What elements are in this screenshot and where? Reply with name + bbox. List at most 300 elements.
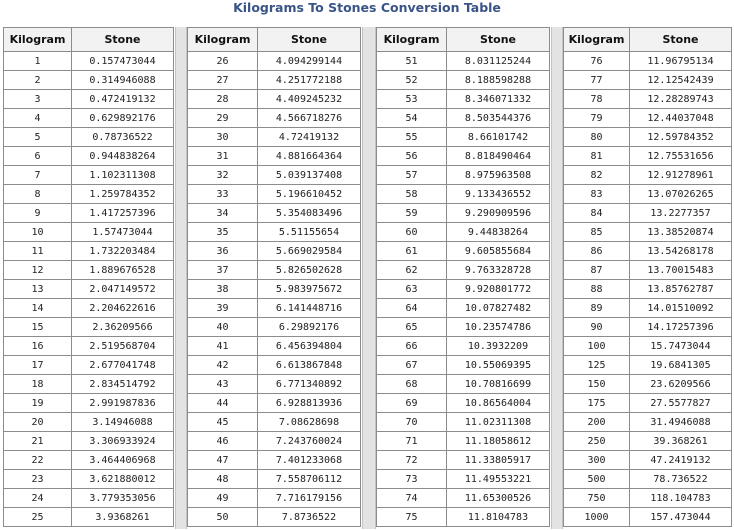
header-row	[564, 28, 732, 52]
stone-cell: 11.96795134	[630, 52, 732, 71]
stone-cell: 1.102311308	[72, 166, 174, 185]
kilogram-cell: 49	[188, 489, 258, 508]
stone-cell: 10.86564004	[447, 394, 550, 413]
table-row	[377, 261, 550, 280]
stone-cell: 2.204622616	[72, 299, 174, 318]
kilogram-cell: 21	[4, 432, 72, 451]
table-row	[564, 185, 732, 204]
stone-cell: 4.251772188	[258, 71, 361, 90]
stone-cell: 5.51155654	[258, 223, 361, 242]
kilogram-cell: 68	[377, 375, 447, 394]
kilogram-cell: 67	[377, 356, 447, 375]
stone-cell: 4.72419132	[258, 128, 361, 147]
stone-cell: 3.306933924	[72, 432, 174, 451]
kilogram-cell: 23	[4, 470, 72, 489]
table-row	[188, 185, 361, 204]
stone-cell: 1.417257396	[72, 204, 174, 223]
kilogram-cell: 53	[377, 90, 447, 109]
stone-cell: 9.920801772	[447, 280, 550, 299]
table-row	[188, 280, 361, 299]
table-row	[4, 261, 174, 280]
kilogram-cell: 88	[564, 280, 630, 299]
stone-cell: 8.188598288	[447, 71, 550, 90]
conversion-table	[3, 27, 174, 527]
table-row	[564, 470, 732, 489]
table-row	[4, 413, 174, 432]
table-row	[564, 71, 732, 90]
table-row	[4, 147, 174, 166]
stone-cell: 4.409245232	[258, 90, 361, 109]
stone-cell: 0.472419132	[72, 90, 174, 109]
stone-cell: 12.75531656	[630, 147, 732, 166]
stone-cell: 12.28289743	[630, 90, 732, 109]
table-row	[4, 223, 174, 242]
stone-cell: 157.473044	[630, 508, 732, 527]
kilogram-header: Kilogram	[4, 28, 72, 52]
conversion-table	[187, 27, 361, 527]
kilogram-cell: 38	[188, 280, 258, 299]
table-row	[377, 185, 550, 204]
stone-cell: 2.991987836	[72, 394, 174, 413]
kilogram-cell: 17	[4, 356, 72, 375]
conversion-table	[376, 27, 550, 527]
stone-cell: 8.346071332	[447, 90, 550, 109]
table-row	[4, 204, 174, 223]
stone-cell: 0.157473044	[72, 52, 174, 71]
kilogram-cell: 66	[377, 337, 447, 356]
kilogram-cell: 58	[377, 185, 447, 204]
table-row	[188, 318, 361, 337]
table-row	[377, 470, 550, 489]
kilogram-cell: 32	[188, 166, 258, 185]
stone-cell: 13.07026265	[630, 185, 732, 204]
table-block-4	[563, 27, 732, 529]
table-row	[4, 185, 174, 204]
table-row	[4, 470, 174, 489]
table-row	[564, 394, 732, 413]
stone-cell: 6.928813936	[258, 394, 361, 413]
stone-cell: 7.558706112	[258, 470, 361, 489]
kilogram-header: Kilogram	[564, 28, 630, 52]
stone-cell: 3.621880012	[72, 470, 174, 489]
column-separator	[175, 27, 187, 529]
kilogram-cell: 75	[377, 508, 447, 527]
stone-cell: 8.031125244	[447, 52, 550, 71]
stone-cell: 9.44838264	[447, 223, 550, 242]
kilogram-cell: 41	[188, 337, 258, 356]
stone-cell: 11.18058612	[447, 432, 550, 451]
table-row	[564, 52, 732, 71]
table-row	[564, 204, 732, 223]
stone-cell: 10.23574786	[447, 318, 550, 337]
stone-cell: 5.826502628	[258, 261, 361, 280]
kilogram-cell: 54	[377, 109, 447, 128]
table-row	[377, 375, 550, 394]
stone-cell: 10.3932209	[447, 337, 550, 356]
table-row	[4, 318, 174, 337]
conversion-table	[563, 27, 732, 527]
kilogram-cell: 57	[377, 166, 447, 185]
table-row	[188, 147, 361, 166]
kilogram-cell: 80	[564, 128, 630, 147]
kilogram-cell: 28	[188, 90, 258, 109]
header-row	[188, 28, 361, 52]
stone-cell: 4.566718276	[258, 109, 361, 128]
table-row	[377, 128, 550, 147]
kilogram-cell: 34	[188, 204, 258, 223]
kilogram-cell: 48	[188, 470, 258, 489]
table-row	[377, 280, 550, 299]
stone-header: Stone	[72, 28, 174, 52]
table-row	[564, 451, 732, 470]
kilogram-cell: 37	[188, 261, 258, 280]
table-row	[564, 128, 732, 147]
stone-cell: 78.736522	[630, 470, 732, 489]
kilogram-cell: 61	[377, 242, 447, 261]
table-row	[4, 375, 174, 394]
table-row	[377, 147, 550, 166]
kilogram-cell: 125	[564, 356, 630, 375]
table-row	[4, 280, 174, 299]
table-row	[188, 52, 361, 71]
stone-cell: 118.104783	[630, 489, 732, 508]
kilogram-cell: 27	[188, 71, 258, 90]
kilogram-cell: 150	[564, 375, 630, 394]
stone-cell: 3.779353056	[72, 489, 174, 508]
stone-cell: 39.368261	[630, 432, 732, 451]
kilogram-cell: 85	[564, 223, 630, 242]
table-row	[4, 71, 174, 90]
kilogram-cell: 750	[564, 489, 630, 508]
stone-cell: 2.519568704	[72, 337, 174, 356]
table-row	[377, 166, 550, 185]
stone-cell: 7.401233068	[258, 451, 361, 470]
kilogram-cell: 1	[4, 52, 72, 71]
stone-cell: 12.12542439	[630, 71, 732, 90]
table-row	[4, 109, 174, 128]
table-row	[4, 52, 174, 71]
header-row	[377, 28, 550, 52]
kilogram-cell: 87	[564, 261, 630, 280]
stone-cell: 1.732203484	[72, 242, 174, 261]
table-row	[188, 337, 361, 356]
kilogram-cell: 76	[564, 52, 630, 71]
conversion-tables	[3, 27, 734, 529]
kilogram-cell: 11	[4, 242, 72, 261]
table-row	[4, 337, 174, 356]
table-row	[377, 356, 550, 375]
stone-cell: 13.70015483	[630, 261, 732, 280]
stone-cell: 9.605855684	[447, 242, 550, 261]
table-block-2	[187, 27, 361, 529]
stone-cell: 8.818490464	[447, 147, 550, 166]
table-row	[188, 413, 361, 432]
kilogram-cell: 60	[377, 223, 447, 242]
table-row	[188, 375, 361, 394]
stone-cell: 7.716179156	[258, 489, 361, 508]
stone-cell: 14.17257396	[630, 318, 732, 337]
table-row	[377, 204, 550, 223]
stone-cell: 2.36209566	[72, 318, 174, 337]
kilogram-cell: 1000	[564, 508, 630, 527]
kilogram-cell: 3	[4, 90, 72, 109]
table-row	[188, 508, 361, 527]
stone-cell: 7.08628698	[258, 413, 361, 432]
kilogram-cell: 65	[377, 318, 447, 337]
stone-cell: 5.039137408	[258, 166, 361, 185]
kilogram-cell: 29	[188, 109, 258, 128]
table-row	[377, 52, 550, 71]
kilogram-cell: 45	[188, 413, 258, 432]
table-row	[377, 394, 550, 413]
stone-cell: 11.49553221	[447, 470, 550, 489]
table-row	[4, 90, 174, 109]
stone-cell: 9.763328728	[447, 261, 550, 280]
stone-cell: 0.944838264	[72, 147, 174, 166]
kilogram-cell: 43	[188, 375, 258, 394]
table-row	[188, 489, 361, 508]
table-row	[564, 147, 732, 166]
kilogram-cell: 59	[377, 204, 447, 223]
table-row	[377, 242, 550, 261]
kilogram-cell: 25	[4, 508, 72, 527]
kilogram-header: Kilogram	[188, 28, 258, 52]
kilogram-cell: 16	[4, 337, 72, 356]
stone-cell: 6.141448716	[258, 299, 361, 318]
table-row	[564, 299, 732, 318]
kilogram-cell: 175	[564, 394, 630, 413]
table-row	[377, 71, 550, 90]
table-row	[4, 356, 174, 375]
table-row	[377, 337, 550, 356]
stone-cell: 12.91278961	[630, 166, 732, 185]
table-block-1	[3, 27, 174, 529]
stone-cell: 8.975963508	[447, 166, 550, 185]
kilogram-cell: 12	[4, 261, 72, 280]
kilogram-cell: 10	[4, 223, 72, 242]
table-row	[188, 470, 361, 489]
stone-cell: 10.55069395	[447, 356, 550, 375]
stone-cell: 5.354083496	[258, 204, 361, 223]
table-row	[188, 166, 361, 185]
kilogram-cell: 8	[4, 185, 72, 204]
kilogram-cell: 15	[4, 318, 72, 337]
table-row	[377, 508, 550, 527]
table-row	[4, 166, 174, 185]
stone-cell: 2.677041748	[72, 356, 174, 375]
stone-cell: 5.669029584	[258, 242, 361, 261]
kilogram-cell: 51	[377, 52, 447, 71]
stone-cell: 15.7473044	[630, 337, 732, 356]
kilogram-cell: 77	[564, 71, 630, 90]
kilogram-cell: 6	[4, 147, 72, 166]
kilogram-header: Kilogram	[377, 28, 447, 52]
stone-cell: 13.38520874	[630, 223, 732, 242]
column-separator	[551, 27, 563, 529]
table-row	[188, 223, 361, 242]
stone-header: Stone	[258, 28, 361, 52]
kilogram-cell: 300	[564, 451, 630, 470]
kilogram-cell: 19	[4, 394, 72, 413]
stone-cell: 6.456394804	[258, 337, 361, 356]
table-row	[4, 489, 174, 508]
page-title: Kilograms To Stones Conversion Table	[233, 0, 501, 15]
table-row	[188, 90, 361, 109]
table-row	[377, 223, 550, 242]
stone-cell: 13.2277357	[630, 204, 732, 223]
table-row	[188, 451, 361, 470]
table-row	[564, 166, 732, 185]
stone-cell: 10.07827482	[447, 299, 550, 318]
kilogram-cell: 44	[188, 394, 258, 413]
stone-cell: 5.196610452	[258, 185, 361, 204]
stone-cell: 9.133436552	[447, 185, 550, 204]
stone-cell: 47.2419132	[630, 451, 732, 470]
stone-cell: 4.094299144	[258, 52, 361, 71]
kilogram-cell: 46	[188, 432, 258, 451]
table-row	[564, 318, 732, 337]
stone-cell: 31.4946088	[630, 413, 732, 432]
stone-cell: 0.629892176	[72, 109, 174, 128]
stone-cell: 11.02311308	[447, 413, 550, 432]
kilogram-cell: 86	[564, 242, 630, 261]
table-row	[377, 318, 550, 337]
table-row	[564, 109, 732, 128]
kilogram-cell: 72	[377, 451, 447, 470]
table-row	[564, 356, 732, 375]
kilogram-cell: 20	[4, 413, 72, 432]
kilogram-cell: 70	[377, 413, 447, 432]
kilogram-cell: 71	[377, 432, 447, 451]
kilogram-cell: 31	[188, 147, 258, 166]
kilogram-cell: 14	[4, 299, 72, 318]
kilogram-cell: 55	[377, 128, 447, 147]
kilogram-cell: 89	[564, 299, 630, 318]
table-row	[377, 489, 550, 508]
kilogram-cell: 63	[377, 280, 447, 299]
table-row	[188, 204, 361, 223]
kilogram-cell: 35	[188, 223, 258, 242]
stone-cell: 13.54268178	[630, 242, 732, 261]
kilogram-cell: 500	[564, 470, 630, 489]
stone-cell: 14.01510092	[630, 299, 732, 318]
kilogram-cell: 2	[4, 71, 72, 90]
kilogram-cell: 74	[377, 489, 447, 508]
kilogram-cell: 84	[564, 204, 630, 223]
table-row	[564, 432, 732, 451]
table-row	[4, 242, 174, 261]
kilogram-cell: 4	[4, 109, 72, 128]
stone-cell: 9.290909596	[447, 204, 550, 223]
header-row	[4, 28, 174, 52]
stone-cell: 19.6841305	[630, 356, 732, 375]
table-block-3	[376, 27, 550, 529]
kilogram-cell: 33	[188, 185, 258, 204]
stone-cell: 7.243760024	[258, 432, 361, 451]
table-row	[188, 242, 361, 261]
table-row	[188, 432, 361, 451]
stone-cell: 1.259784352	[72, 185, 174, 204]
kilogram-cell: 47	[188, 451, 258, 470]
stone-cell: 0.314946088	[72, 71, 174, 90]
table-row	[564, 280, 732, 299]
stone-cell: 7.8736522	[258, 508, 361, 527]
table-row	[4, 299, 174, 318]
kilogram-cell: 5	[4, 128, 72, 147]
kilogram-cell: 90	[564, 318, 630, 337]
table-row	[188, 394, 361, 413]
table-row	[4, 432, 174, 451]
stone-cell: 6.613867848	[258, 356, 361, 375]
kilogram-cell: 9	[4, 204, 72, 223]
table-row	[377, 109, 550, 128]
kilogram-cell: 42	[188, 356, 258, 375]
table-row	[377, 451, 550, 470]
kilogram-cell: 69	[377, 394, 447, 413]
table-row	[377, 432, 550, 451]
table-row	[564, 508, 732, 527]
stone-cell: 3.14946088	[72, 413, 174, 432]
kilogram-cell: 22	[4, 451, 72, 470]
kilogram-cell: 7	[4, 166, 72, 185]
kilogram-cell: 64	[377, 299, 447, 318]
table-row	[188, 356, 361, 375]
stone-cell: 2.047149572	[72, 280, 174, 299]
stone-cell: 3.464406968	[72, 451, 174, 470]
stone-header: Stone	[447, 28, 550, 52]
stone-cell: 10.70816699	[447, 375, 550, 394]
kilogram-cell: 82	[564, 166, 630, 185]
stone-cell: 8.503544376	[447, 109, 550, 128]
table-row	[564, 337, 732, 356]
table-row	[4, 394, 174, 413]
kilogram-cell: 24	[4, 489, 72, 508]
table-row	[188, 71, 361, 90]
table-row	[564, 375, 732, 394]
kilogram-cell: 52	[377, 71, 447, 90]
kilogram-cell: 250	[564, 432, 630, 451]
stone-cell: 11.33805917	[447, 451, 550, 470]
table-row	[4, 451, 174, 470]
kilogram-cell: 26	[188, 52, 258, 71]
stone-cell: 11.65300526	[447, 489, 550, 508]
kilogram-cell: 81	[564, 147, 630, 166]
table-row	[564, 223, 732, 242]
kilogram-cell: 30	[188, 128, 258, 147]
stone-cell: 13.85762787	[630, 280, 732, 299]
kilogram-cell: 56	[377, 147, 447, 166]
kilogram-cell: 50	[188, 508, 258, 527]
stone-cell: 3.9368261	[72, 508, 174, 527]
table-row	[4, 508, 174, 527]
table-row	[377, 90, 550, 109]
kilogram-cell: 40	[188, 318, 258, 337]
stone-cell: 1.57473044	[72, 223, 174, 242]
table-row	[564, 90, 732, 109]
stone-cell: 1.889676528	[72, 261, 174, 280]
kilogram-cell: 79	[564, 109, 630, 128]
stone-cell: 12.59784352	[630, 128, 732, 147]
column-separator	[362, 27, 376, 529]
stone-cell: 23.6209566	[630, 375, 732, 394]
stone-cell: 0.78736522	[72, 128, 174, 147]
kilogram-cell: 36	[188, 242, 258, 261]
stone-cell: 11.8104783	[447, 508, 550, 527]
table-row	[564, 413, 732, 432]
stone-cell: 2.834514792	[72, 375, 174, 394]
table-row	[377, 299, 550, 318]
table-row	[188, 128, 361, 147]
